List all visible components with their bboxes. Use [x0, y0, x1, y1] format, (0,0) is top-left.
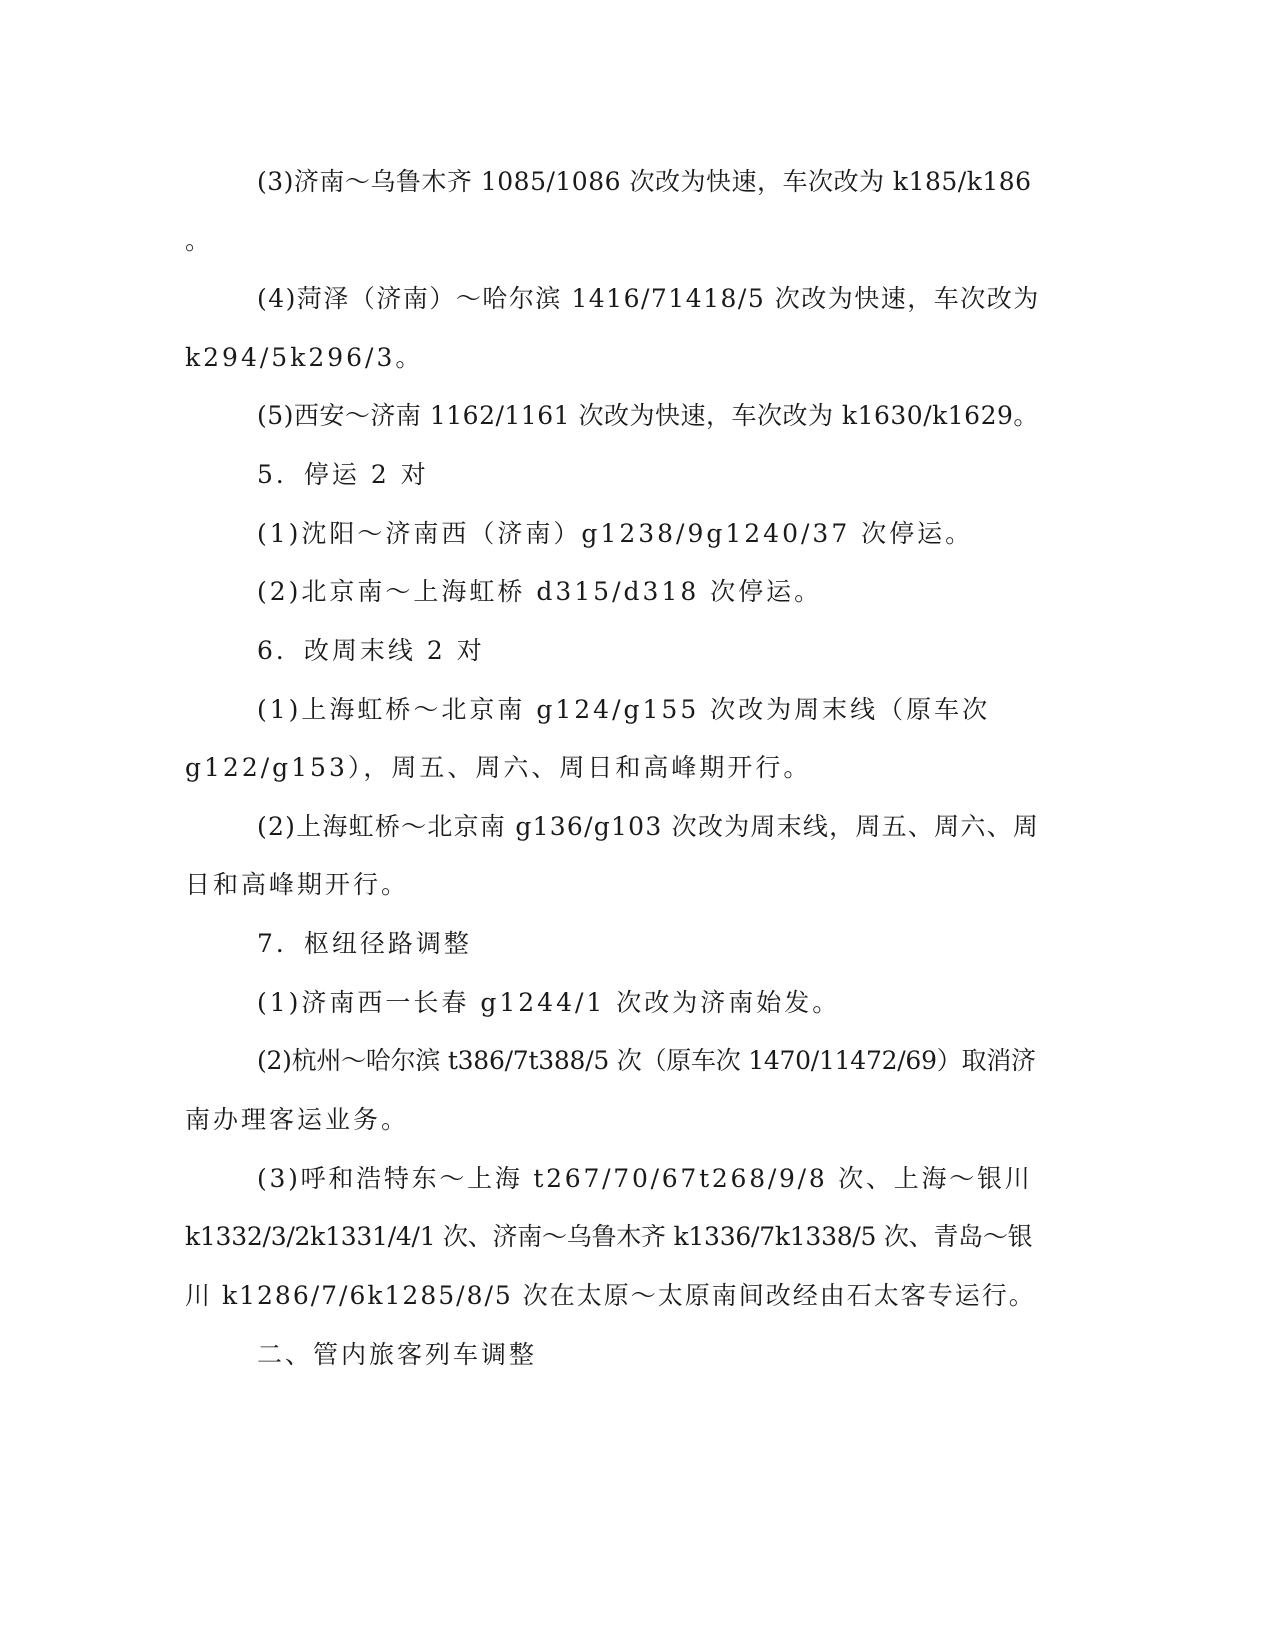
section-heading: 6．改周末线 2 对: [257, 636, 485, 665]
section-heading: 5．停运 2 对: [257, 460, 429, 489]
paragraph-line: k294/5k296/3。: [185, 343, 424, 372]
paragraph-line: (3)呼和浩特东～上海 t267/70/67t268/9/8 次、上海～银川: [257, 1164, 1033, 1193]
paragraph-line: (1)沈阳～济南西（济南）g1238/9g1240/37 次停运。: [257, 519, 974, 548]
paragraph-line: (3)济南～乌鲁木齐 1085/1086 次改为快速，车次改为 k185/k186: [257, 167, 1032, 196]
paragraph-line: 日和高峰期开行。: [185, 870, 410, 899]
section-heading: 二、管内旅客列车调整: [257, 1340, 538, 1369]
paragraph-line: g122/g153），周五、周六、周日和高峰期开行。: [185, 753, 812, 782]
section-heading: 7．枢纽径路调整: [257, 929, 472, 958]
paragraph-line: (2)上海虹桥～北京南 g136/g103 次改为周末线，周五、周六、周: [257, 812, 1040, 841]
paragraph-line: k1332/3/2k1331/4/1 次、济南～乌鲁木齐 k1336/7k1338/5 次、青岛～银: [185, 1222, 1033, 1251]
paragraph-line: (1)上海虹桥～北京南 g124/g155 次改为周末线（原车次: [257, 695, 991, 724]
paragraph-line: (1)济南西一长春 g1244/1 次改为济南始发。: [257, 988, 841, 1017]
paragraph-line: 川 k1286/7/6k1285/8/5 次在太原～太原南间改经由石太客专运行。: [185, 1281, 1036, 1310]
paragraph-line: (2)杭州～哈尔滨 t386/7t388/5 次（原车次 1470/11472/69）取消济: [257, 1046, 1036, 1075]
paragraph-line: 南办理客运业务。: [185, 1105, 410, 1134]
paragraph-line: (2)北京南～上海虹桥 d315/d318 次停运。: [257, 577, 823, 606]
paragraph-line: (5)西安～济南 1162/1161 次改为快速，车次改为 k1630/k1629。: [257, 401, 1039, 430]
paragraph-line: 。: [185, 226, 214, 255]
paragraph-line: (4)菏泽（济南）～哈尔滨 1416/71418/5 次改为快速，车次改为: [257, 284, 1040, 313]
